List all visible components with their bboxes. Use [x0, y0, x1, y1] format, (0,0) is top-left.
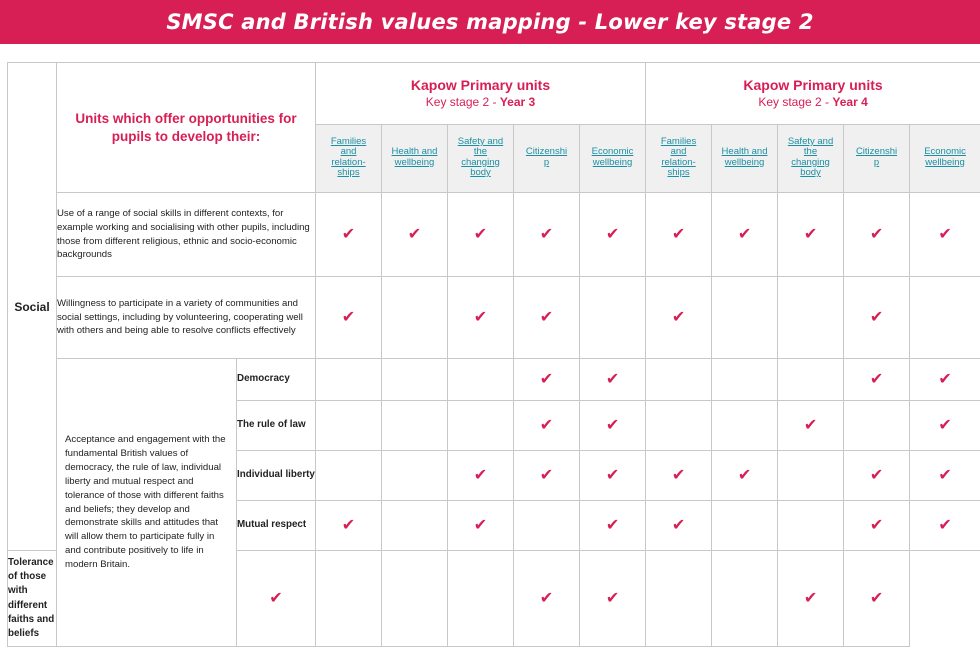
unit-link[interactable]: [331, 137, 366, 179]
check-icon: ✔: [539, 308, 554, 326]
tick-cell: [316, 193, 382, 277]
mapping-table-container: [7, 62, 980, 647]
tick-cell: [712, 451, 778, 501]
value-label-tolerance: Tolerance of those with different faiths and beliefs: [8, 551, 57, 647]
year4-title: Kapow Primary units: [743, 77, 883, 94]
tick-cell: [514, 401, 580, 451]
unit-link-text: Citizenshi: [525, 146, 568, 158]
unit-header-cell: [514, 125, 580, 193]
tick-cell: [237, 551, 316, 647]
unit-link-text: p: [873, 156, 880, 168]
tick-cell: [910, 193, 980, 277]
tick-cell: [382, 277, 448, 359]
tick-cell: [778, 277, 844, 359]
check-icon: ✔: [341, 516, 356, 534]
check-icon: ✔: [605, 589, 620, 607]
check-icon: ✔: [938, 370, 952, 388]
tick-cell: [580, 193, 646, 277]
tick-cell: [844, 359, 910, 401]
check-icon: ✔: [539, 466, 554, 484]
tick-cell: [580, 359, 646, 401]
check-icon: ✔: [671, 516, 686, 534]
table-row: [8, 359, 980, 401]
tick-cell: [778, 193, 844, 277]
check-icon: ✔: [803, 225, 818, 243]
tick-cell: [844, 277, 910, 359]
check-icon: ✔: [869, 516, 884, 534]
unit-link[interactable]: [856, 147, 897, 168]
unit-header-cell: [778, 125, 844, 193]
tick-cell: [382, 359, 448, 401]
tick-cell: [514, 551, 580, 647]
tick-cell: [910, 451, 980, 501]
tick-cell: [712, 401, 778, 451]
unit-link-text: ships: [667, 167, 690, 179]
tick-cell: [712, 359, 778, 401]
tick-cell: [580, 277, 646, 359]
unit-link-text: wellbeing: [394, 156, 435, 168]
table-row: [8, 277, 980, 359]
check-icon: ✔: [869, 308, 884, 326]
tick-cell: [646, 451, 712, 501]
unit-link-text: wellbeing: [592, 156, 633, 168]
tick-cell: [844, 401, 910, 451]
tick-cell: [448, 451, 514, 501]
tick-cell: [910, 359, 980, 401]
check-icon: ✔: [737, 225, 752, 243]
check-icon: ✔: [473, 225, 488, 243]
tick-cell: [580, 451, 646, 501]
unit-link-text: ships: [337, 167, 360, 179]
unit-link-text: the: [803, 146, 818, 158]
check-icon: ✔: [671, 466, 686, 484]
check-icon: ✔: [539, 225, 554, 243]
tick-cell: [844, 551, 910, 647]
tick-cell: [316, 359, 382, 401]
tick-cell: [646, 401, 712, 451]
tick-cell: [382, 551, 448, 647]
unit-link[interactable]: [661, 137, 696, 179]
check-icon: ✔: [269, 589, 283, 607]
check-icon: ✔: [869, 225, 884, 243]
unit-link-text: changing: [461, 156, 500, 168]
tick-cell: [514, 501, 580, 551]
tick-cell: [778, 551, 844, 647]
check-icon: ✔: [605, 225, 620, 243]
tick-cell: [514, 451, 580, 501]
mapping-table: [7, 62, 980, 647]
tick-cell: [580, 501, 646, 551]
check-icon: ✔: [869, 466, 884, 484]
unit-header-cell: [316, 125, 382, 193]
unit-link-text: wellbeing: [724, 156, 765, 168]
year3-subtitle: Key stage 2 - Year 3: [425, 94, 536, 109]
check-icon: ✔: [605, 416, 620, 434]
tick-cell: [316, 551, 382, 647]
tick-cell: [448, 401, 514, 451]
tick-cell: [646, 501, 712, 551]
criterion-text: Use of a range of social skills in different contexts, for example working and socialising with other pupils, including those from different religious, ethnic and socio-economic backgrounds: [57, 193, 316, 277]
unit-link-text: the: [473, 146, 488, 158]
check-icon: ✔: [869, 589, 884, 607]
tick-cell: [712, 501, 778, 551]
unit-link-text: changing: [791, 156, 830, 168]
unit-link[interactable]: [722, 147, 768, 168]
unit-header-cell: [844, 125, 910, 193]
unit-link-text: and: [670, 146, 687, 158]
tick-cell: [910, 401, 980, 451]
unit-link-text: Health and: [391, 146, 438, 158]
check-icon: ✔: [671, 308, 686, 326]
tick-cell: [844, 501, 910, 551]
tick-cell: [316, 501, 382, 551]
check-icon: ✔: [803, 589, 818, 607]
check-icon: ✔: [341, 225, 356, 243]
unit-header-cell: [712, 125, 778, 193]
tick-cell: [382, 193, 448, 277]
unit-header-cell: [910, 125, 980, 193]
tick-cell: [712, 551, 778, 647]
year3-title: Kapow Primary units: [410, 77, 551, 94]
tick-cell: [844, 451, 910, 501]
tick-cell: [910, 277, 980, 359]
tick-cell: [382, 451, 448, 501]
unit-header-cell: [448, 125, 514, 193]
unit-link-text: and: [340, 146, 357, 158]
tick-cell: [514, 277, 580, 359]
tick-cell: [778, 401, 844, 451]
unit-link[interactable]: [526, 147, 567, 168]
tick-cell: [580, 551, 646, 647]
tick-cell: [778, 359, 844, 401]
unit-link-text: Health and: [721, 146, 768, 158]
unit-link-text: p: [543, 156, 550, 168]
unit-link-text: Safety and: [457, 135, 504, 147]
tick-cell: [448, 551, 514, 647]
check-icon: ✔: [938, 466, 952, 484]
check-icon: ✔: [671, 225, 686, 243]
intro-heading: Units which offer opportunities for pupils to develop their:: [57, 63, 316, 193]
check-icon: ✔: [803, 416, 818, 434]
page-title: SMSC and British values mapping - Lower key stage 2: [0, 0, 980, 44]
value-label-democracy: Democracy: [237, 359, 316, 401]
tick-cell: [844, 193, 910, 277]
check-icon: ✔: [737, 466, 752, 484]
tick-cell: [778, 451, 844, 501]
tick-cell: [646, 277, 712, 359]
unit-link-text: wellbeing: [925, 156, 965, 168]
tick-cell: [316, 451, 382, 501]
unit-link[interactable]: [924, 147, 966, 168]
unit-link-text: Families: [660, 135, 697, 147]
criterion-text: Willingness to participate in a variety of communities and social settings, including by volunteering, cooperating well with others and being able to resolve conflicts effectively: [57, 277, 316, 359]
check-icon: ✔: [938, 416, 952, 434]
british-values-text: Acceptance and engagement with the fundamental British values of democracy, the rule of law, individual liberty and mutual respect and tolerance of those with different faiths and beliefs; they develop and demonstrate skills and attitudes that will allow them to participate fully in and contribute positively to life in modern Britain.: [57, 359, 237, 647]
unit-header-cell: [580, 125, 646, 193]
tick-cell: [382, 401, 448, 451]
tick-cell: [316, 277, 382, 359]
unit-link[interactable]: [458, 137, 503, 179]
tick-cell: [580, 401, 646, 451]
unit-header-cell: [382, 125, 448, 193]
unit-header-cell: [646, 125, 712, 193]
check-icon: ✔: [407, 225, 422, 243]
unit-link-text: Citizenshi: [855, 146, 898, 158]
tick-cell: [910, 501, 980, 551]
check-icon: ✔: [938, 225, 952, 243]
value-label-mutual-respect: Mutual respect: [237, 501, 316, 551]
tick-cell: [448, 193, 514, 277]
tick-cell: [382, 501, 448, 551]
tick-cell: [316, 401, 382, 451]
category-cell: [8, 63, 57, 551]
unit-link[interactable]: [592, 147, 634, 168]
tick-cell: [514, 193, 580, 277]
year4-header: [646, 63, 980, 125]
check-icon: ✔: [539, 589, 554, 607]
tick-cell: [448, 359, 514, 401]
unit-link[interactable]: [788, 137, 833, 179]
table-row: [8, 193, 980, 277]
check-icon: ✔: [341, 308, 356, 326]
check-icon: ✔: [539, 416, 554, 434]
check-icon: ✔: [473, 308, 488, 326]
check-icon: ✔: [539, 370, 554, 388]
tick-cell: [778, 501, 844, 551]
value-label-rule-of-law: The rule of law: [237, 401, 316, 451]
tick-cell: [514, 359, 580, 401]
tick-cell: [448, 501, 514, 551]
unit-link-text: relation-: [661, 156, 696, 168]
tick-cell: [712, 277, 778, 359]
unit-link-text: Families: [330, 135, 367, 147]
year3-header: [316, 63, 646, 125]
check-icon: ✔: [605, 466, 620, 484]
year4-subtitle: Key stage 2 - Year 4: [758, 94, 868, 109]
check-icon: ✔: [473, 466, 488, 484]
unit-link-text: Safety and: [787, 135, 834, 147]
category-label: Social: [14, 299, 50, 314]
check-icon: ✔: [938, 516, 952, 534]
tick-cell: [448, 277, 514, 359]
check-icon: ✔: [869, 370, 884, 388]
check-icon: ✔: [605, 516, 620, 534]
value-label-individual-liberty: Individual liberty: [237, 451, 316, 501]
tick-cell: [646, 193, 712, 277]
unit-link-text: body: [800, 167, 821, 179]
unit-link-text: Economic: [591, 146, 634, 158]
unit-link-text: relation-: [331, 156, 366, 168]
tick-cell: [646, 551, 712, 647]
check-icon: ✔: [605, 370, 620, 388]
unit-link[interactable]: [392, 147, 438, 168]
tick-cell: [646, 359, 712, 401]
check-icon: ✔: [473, 516, 488, 534]
unit-link-text: Economic: [924, 146, 966, 158]
unit-link-text: body: [470, 167, 491, 179]
tick-cell: [712, 193, 778, 277]
